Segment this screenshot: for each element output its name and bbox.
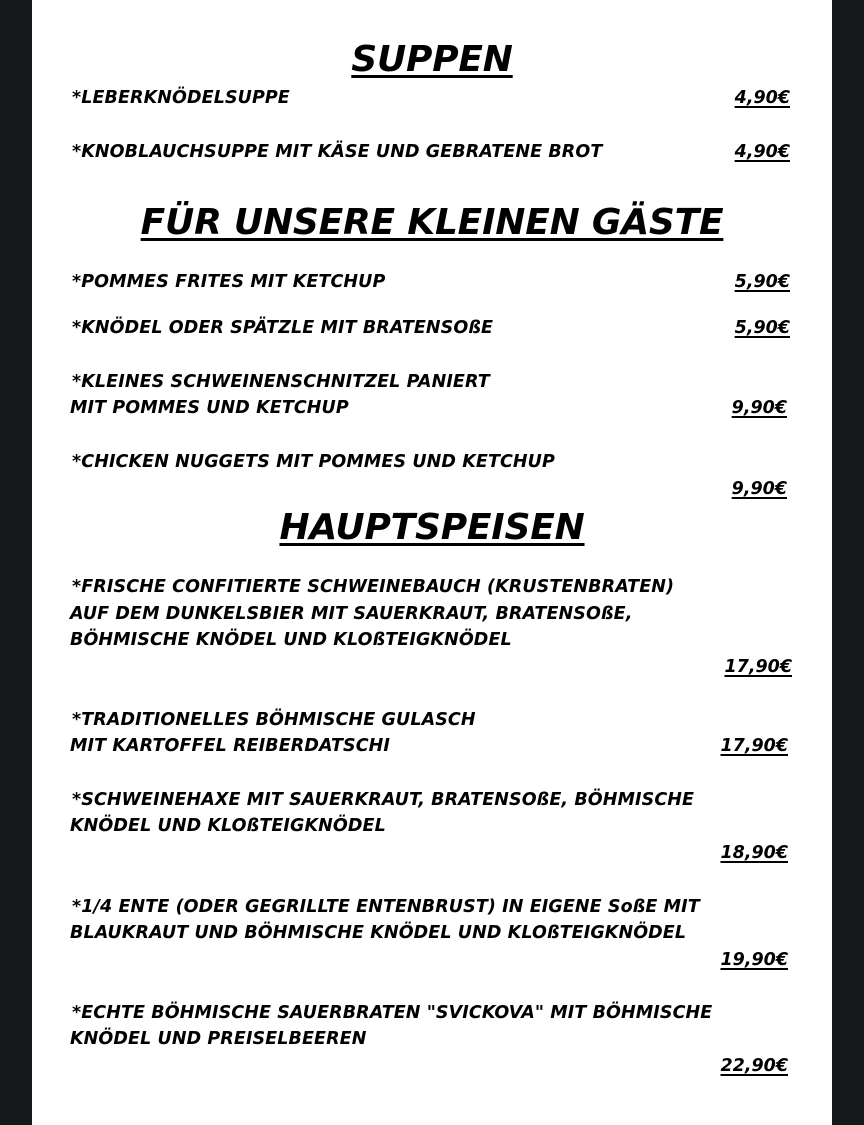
section-title-hauptspeisen: HAUPTSPEISEN (279, 507, 585, 548)
menu-item-text: KNÖDEL UND PREISELBEEREN (70, 1029, 367, 1049)
menu-item-text: BÖHMISCHE KNÖDEL UND KLOßTEIGKNÖDEL (70, 630, 512, 650)
menu-item-text: *FRISCHE CONFITIERTE SCHWEINEBAUCH (KRUSTENBRATEN) (72, 577, 675, 597)
menu-item-text: *KNOBLAUCHSUPPE MIT KÄSE UND GEBRATENE BROT (72, 142, 603, 162)
menu-item-price: 19,90€ (720, 950, 788, 970)
menu-item-text: MIT KARTOFFEL REIBERDATSCHI (70, 736, 391, 756)
menu-item-price: 4,90€ (734, 88, 790, 108)
section-title-suppen: SUPPEN (351, 39, 513, 80)
menu-item-text: *TRADITIONELLES BÖHMISCHE GULASCH (72, 710, 476, 730)
menu-item-text: *1/4 ENTE (ODER GEGRILLTE ENTENBRUST) IN EIGENE SoßE MIT (72, 897, 700, 917)
menu-item-price: 5,90€ (734, 272, 790, 292)
menu-item-text: MIT POMMES UND KETCHUP (70, 398, 349, 418)
menu-item-text: BLAUKRAUT UND BÖHMISCHE KNÖDEL UND KLOßTEIGKNÖDEL (70, 923, 687, 943)
menu-item-text: *SCHWEINEHAXE MIT SAUERKRAUT, BRATENSOßE, BÖHMISCHE (72, 790, 695, 810)
menu-item-price: 4,90€ (734, 142, 790, 162)
menu-item-price: 22,90€ (720, 1056, 788, 1076)
menu-item-price: 18,90€ (720, 843, 788, 863)
menu-item-price: 9,90€ (731, 479, 787, 499)
section-title-kinder: FÜR UNSERE KLEINEN GÄSTE (140, 202, 724, 243)
menu-item-text: *KNÖDEL ODER SPÄTZLE MIT BRATENSOßE (72, 318, 494, 338)
menu-item-price: 17,90€ (724, 657, 792, 677)
menu-item-text: *ECHTE BÖHMISCHE SAUERBRATEN "SVICKOVA" MIT BÖHMISCHE (72, 1003, 713, 1023)
menu-item-text: *KLEINES SCHWEINENSCHNITZEL PANIERT (72, 372, 490, 392)
menu-item-text: KNÖDEL UND KLOßTEIGKNÖDEL (70, 816, 386, 836)
menu-item-text: *CHICKEN NUGGETS MIT POMMES UND KETCHUP (72, 452, 555, 472)
menu-item-text: *LEBERKNÖDELSUPPE (72, 88, 290, 108)
menu-item-text: AUF DEM DUNKELSBIER MIT SAUERKRAUT, BRATENSOßE, (70, 604, 633, 624)
menu-page (32, 0, 832, 1125)
menu-item-price: 5,90€ (734, 318, 790, 338)
menu-item-price: 17,90€ (720, 736, 788, 756)
menu-item-text: *POMMES FRITES MIT KETCHUP (72, 272, 386, 292)
menu-item-price: 9,90€ (731, 398, 787, 418)
